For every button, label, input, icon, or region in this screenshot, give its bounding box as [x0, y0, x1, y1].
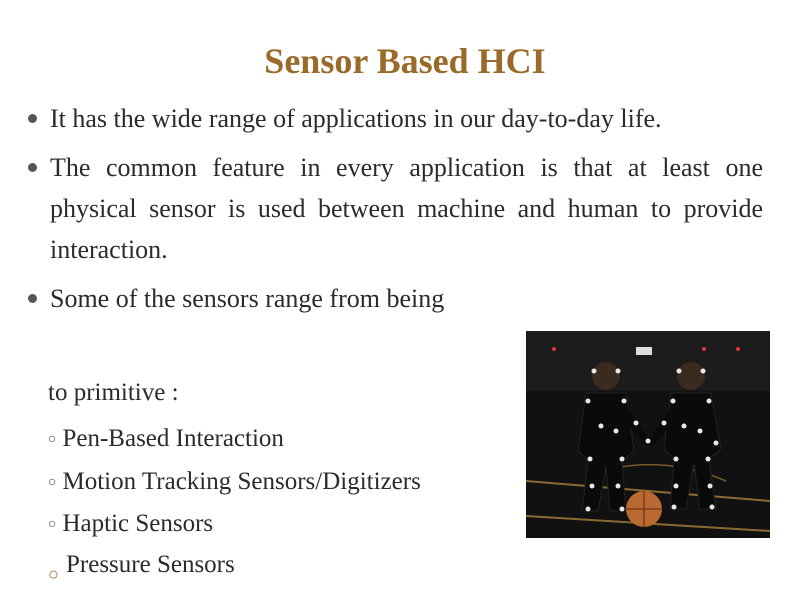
sub-bullet-label: Motion Tracking Sensors/Digitizers: [62, 468, 421, 495]
sub-bullet-label: Pen-Based Interaction: [62, 425, 284, 452]
motion-capture-photo: [526, 331, 770, 538]
circle-bullet-icon: ○: [48, 564, 59, 584]
bullet-item: It has the wide range of applications in our day-to-day life.: [28, 98, 763, 139]
sub-bullet-item: [66, 544, 235, 585]
bullet-continuation-text: to primitive :: [48, 379, 179, 406]
sub-bullet-item: [48, 503, 213, 548]
motion-capture-illustration: [526, 331, 770, 538]
sub-bullet-item: [48, 418, 284, 463]
bullet-continuation: [48, 372, 179, 413]
bullet-list: [28, 98, 763, 319]
bullet-item: The common feature in every application is that at least one physical sensor is used between machine and human to provide interaction.: [28, 147, 763, 270]
slide-title: Sensor Based HCI: [264, 41, 546, 81]
sub-bullet-item: [48, 461, 421, 506]
bullet-item: Some of the sensors range from being: [28, 278, 763, 319]
circle-bullet-icon: ○: [48, 475, 57, 490]
sub-bullet-label: Haptic Sensors: [62, 510, 214, 537]
circle-bullet-icon: ○: [48, 517, 57, 532]
circle-bullet-icon: ○: [48, 432, 57, 447]
sub-bullet-label: Pressure Sensors: [66, 551, 235, 578]
